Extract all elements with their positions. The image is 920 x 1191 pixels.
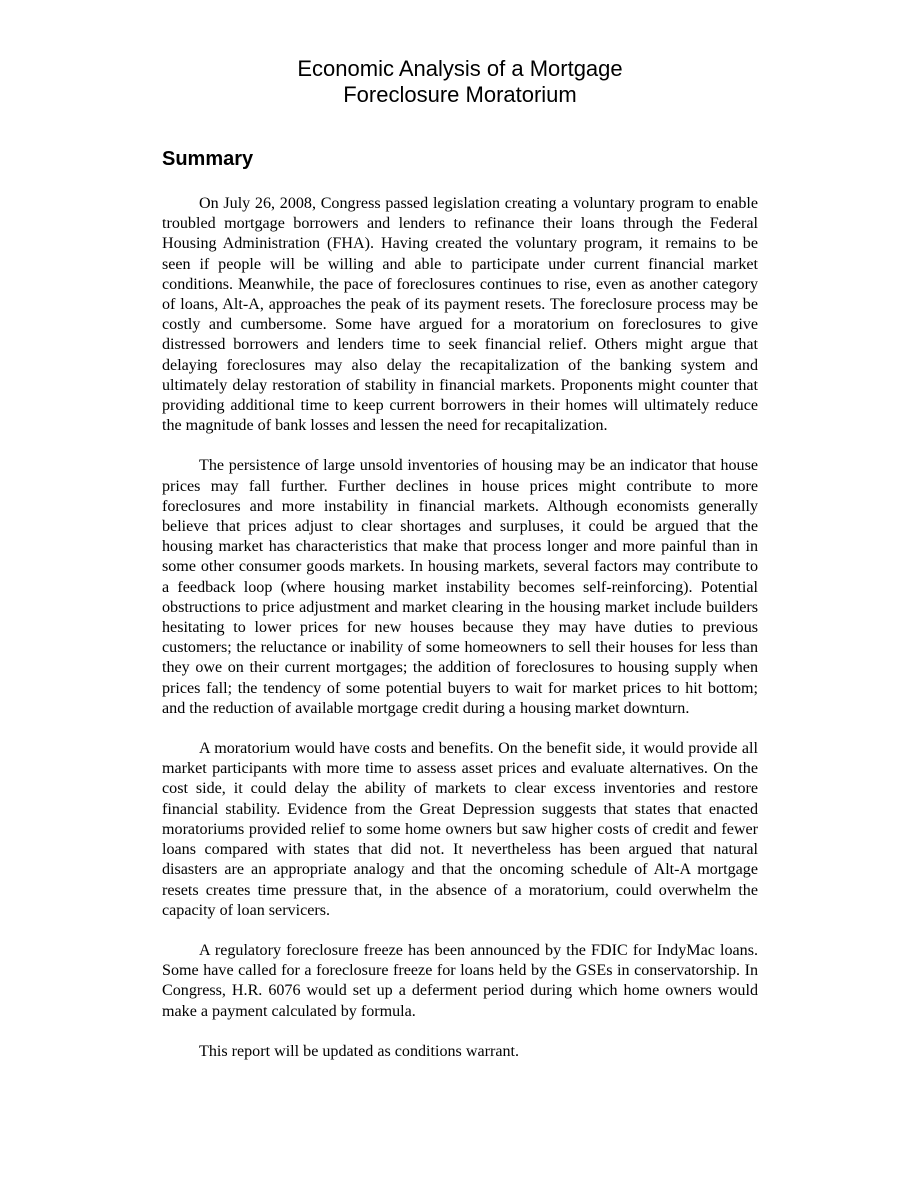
paragraph-1: On July 26, 2008, Congress passed legislation creating a voluntary program to enable troubled mortgage borrowers and lenders to refinance their loans through the Federal Housing Administration (FHA). Having created the voluntary program, it remains to be seen if people will be willing and able to participate under current financial market conditions. Meanwhile, the pace of foreclosures continues to rise, even as another category of loans, Alt-A, approaches the peak of its payment resets. The foreclosure process may be costly and cumbersome. Some have argued for a moratorium on foreclosures to give distressed borrowers and lenders time to seek financial relief. Others might argue that delaying foreclosures may also delay the recapitalization of the banking system and ultimately delay restoration of stability in financial markets. Proponents might counter that providing additional time to keep current borrowers in their homes will ultimately reduce the magnitude of bank losses and lessen the need for recapitalization. bbox=[162, 195, 758, 435]
paragraph-2: The persistence of large unsold inventories of housing may be an indicator that house prices may fall further. Further declines in house prices might contribute to more foreclosures and more instability in financial markets. Although economists generally believe that prices adjust to clear shortages and surpluses, it could be argued that the housing market has characteristics that make that process longer and more painful than in some other consumer goods markets. In housing markets, several factors may contribute to a feedback loop (where housing market instability becomes self-reinforcing). Potential obstructions to price adjustment and market clearing in the housing market include builders hesitating to lower prices for new houses because they may have duties to previous customers; the reluctance or inability of some homeowners to sell their houses for less than they owe on their current mortgages; the addition of foreclosures to housing supply when prices fall; the tendency of some potential buyers to wait for market prices to hit bottom; and the reduction of available mortgage credit during a housing market downturn. bbox=[162, 457, 758, 717]
document-page bbox=[162, 56, 758, 1060]
paragraph-4: A regulatory foreclosure freeze has been announced by the FDIC for IndyMac loans. Some have called for a foreclosure freeze for loans held by the GSEs in conservatorship. In Congress, H.R. 6076 would set up a deferment period during which home owners would make a payment calculated by formula. bbox=[162, 941, 758, 1020]
paragraph-5: This report will be updated as conditions warrant. bbox=[199, 1042, 520, 1060]
document-title bbox=[162, 56, 758, 108]
section-heading-summary: Summary bbox=[162, 148, 254, 170]
document-title-line-2: Foreclosure Moratorium bbox=[343, 82, 577, 107]
summary-body bbox=[162, 194, 758, 1082]
paragraph-3: A moratorium would have costs and benefits. On the benefit side, it would provide all market participants with more time to assess asset prices and evaluate alternatives. On the cost side, it could delay the ability of markets to clear excess inventories and restore financial stability. Evidence from the Great Depression suggests that states that enacted moratoriums provided relief to some home owners but saw higher costs of credit and fewer loans compared with states that did not. It nevertheless has been argued that natural disasters are an appropriate analogy and that the oncoming schedule of Alt-A mortgage resets creates time pressure that, in the absence of a moratorium, could overwhelm the capacity of loan servicers. bbox=[162, 740, 758, 919]
document-title-line-1: Economic Analysis of a Mortgage bbox=[297, 56, 623, 81]
